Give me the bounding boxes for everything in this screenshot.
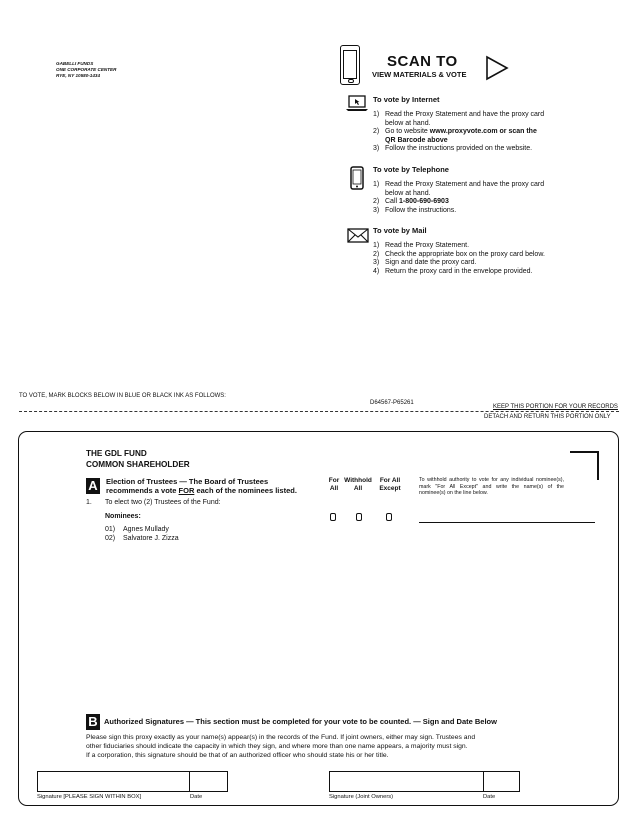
- date-label-joint: Date: [483, 794, 496, 800]
- list-item: 02) Salvatore J. Zizza: [105, 534, 179, 542]
- computer-icon: [346, 95, 368, 112]
- list-item: 01) Agnes Mullady: [105, 526, 169, 533]
- sender-line-2: ONE CORPORATE CENTER: [56, 67, 117, 72]
- sender-address: [56, 61, 116, 79]
- list-item: 3) Follow the instructions provided on the website.: [373, 145, 533, 152]
- play-arrow-icon: [485, 55, 509, 81]
- signature-label: Signature [PLEASE SIGN WITHIN BOX]: [37, 794, 142, 800]
- for-all-checkbox[interactable]: [330, 513, 336, 521]
- list-item: 2) Check the appropriate box on the proxy card below.: [373, 250, 545, 258]
- list-item: 1) Read the Proxy Statement and have the proxy card: [373, 111, 545, 118]
- signature-instructions: Please sign this proxy exactly as your name(s) appear(s) in the records of the Fund. If joint owners, either may sign. Trustees and other fiduciaries should indicate the capacity in which they sign, and where more than one name appears, a majority must sign. If a corporation, this signature should be that of an authorized officer who should state his or her title.: [86, 734, 476, 759]
- for-all-except-checkbox[interactable]: [386, 513, 392, 521]
- section-a-heading: Election of Trustees — The Board of Trustees recommends a vote FOR each of the nominees listed.: [106, 477, 297, 495]
- phone-number[interactable]: 1-800-690-6903: [399, 198, 449, 205]
- list-item: below at hand.: [385, 119, 431, 127]
- date-label: Date: [190, 794, 203, 800]
- phone-icon: [350, 166, 364, 190]
- joint-signature-label: Signature (Joint Owners): [329, 794, 394, 800]
- proposal-1: 1. To elect two (2) Trustees of the Fund:: [86, 499, 221, 506]
- column-withhold-all: Withhold All: [344, 477, 372, 492]
- keep-portion-label: KEEP THIS PORTION FOR YOUR RECORDS: [490, 404, 618, 410]
- website-link[interactable]: www.proxyvote.com or scan the: [429, 128, 537, 135]
- ink-instructions: TO VOTE, MARK BLOCKS BELOW IN BLUE OR BLACK INK AS FOLLOWS:: [19, 393, 226, 399]
- nominee-list: [105, 526, 179, 543]
- joint-signature-box[interactable]: [329, 771, 520, 792]
- section-b-heading: Authorized Signatures — This section must be completed for your vote to be counted. — Sign and Date Below: [104, 717, 497, 726]
- list-item: 2) Call 1-800-690-6903: [373, 198, 449, 205]
- corner-mark: [570, 451, 599, 480]
- list-item: 3) Follow the instructions.: [373, 206, 457, 214]
- mail-heading: To vote by Mail: [373, 226, 427, 235]
- list-item: 1) Read the Proxy Statement.: [373, 242, 470, 249]
- holder-type: COMMON SHAREHOLDER: [86, 460, 190, 469]
- list-item: below at hand.: [385, 189, 431, 197]
- smartphone-icon: [340, 45, 360, 85]
- sender-line-3: RYE, NY 10580-1434: [56, 73, 101, 78]
- withhold-nominee-write-line[interactable]: [419, 522, 595, 523]
- sender-line-1: GABELLI FUNDS: [56, 61, 94, 66]
- section-a-badge: A: [86, 478, 100, 494]
- telephone-steps: [373, 181, 544, 215]
- column-for-all: For All: [328, 477, 340, 492]
- mail-steps: [373, 242, 545, 276]
- section-b-badge: B: [86, 714, 100, 730]
- nominees-label: Nominees:: [105, 513, 141, 520]
- list-item: 1) Read the Proxy Statement and have the proxy card: [373, 181, 545, 188]
- internet-heading: To vote by Internet: [373, 95, 440, 104]
- withhold-instructions: To withhold authority to vote for any individual nominee(s), mark "For All Except" and write the name(s) of the nominee(s) on the line below.: [419, 477, 564, 496]
- detach-portion-label: DETACH AND RETURN THIS PORTION ONLY: [484, 414, 611, 420]
- fund-name: THE GDL FUND: [86, 449, 147, 458]
- telephone-heading: To vote by Telephone: [373, 165, 449, 174]
- internet-steps: [373, 111, 544, 154]
- detach-line: [19, 411, 619, 412]
- withhold-all-checkbox[interactable]: [356, 513, 362, 521]
- column-for-all-except: For All Except: [379, 477, 401, 492]
- list-item: 4) Return the proxy card in the envelope provided.: [373, 267, 533, 275]
- signature-box[interactable]: [37, 771, 228, 792]
- scan-title: SCAN TO: [387, 53, 458, 70]
- scan-subtitle: VIEW MATERIALS & VOTE: [372, 70, 467, 79]
- envelope-icon: [347, 228, 369, 243]
- control-code: D64567-P65261: [370, 400, 414, 406]
- fund-title: [86, 448, 190, 470]
- list-item: 2) Go to website www.proxyvote.com or scan the: [373, 128, 537, 135]
- list-item: QR Barcode above: [385, 136, 448, 144]
- list-item: 3) Sign and date the proxy card.: [373, 259, 477, 266]
